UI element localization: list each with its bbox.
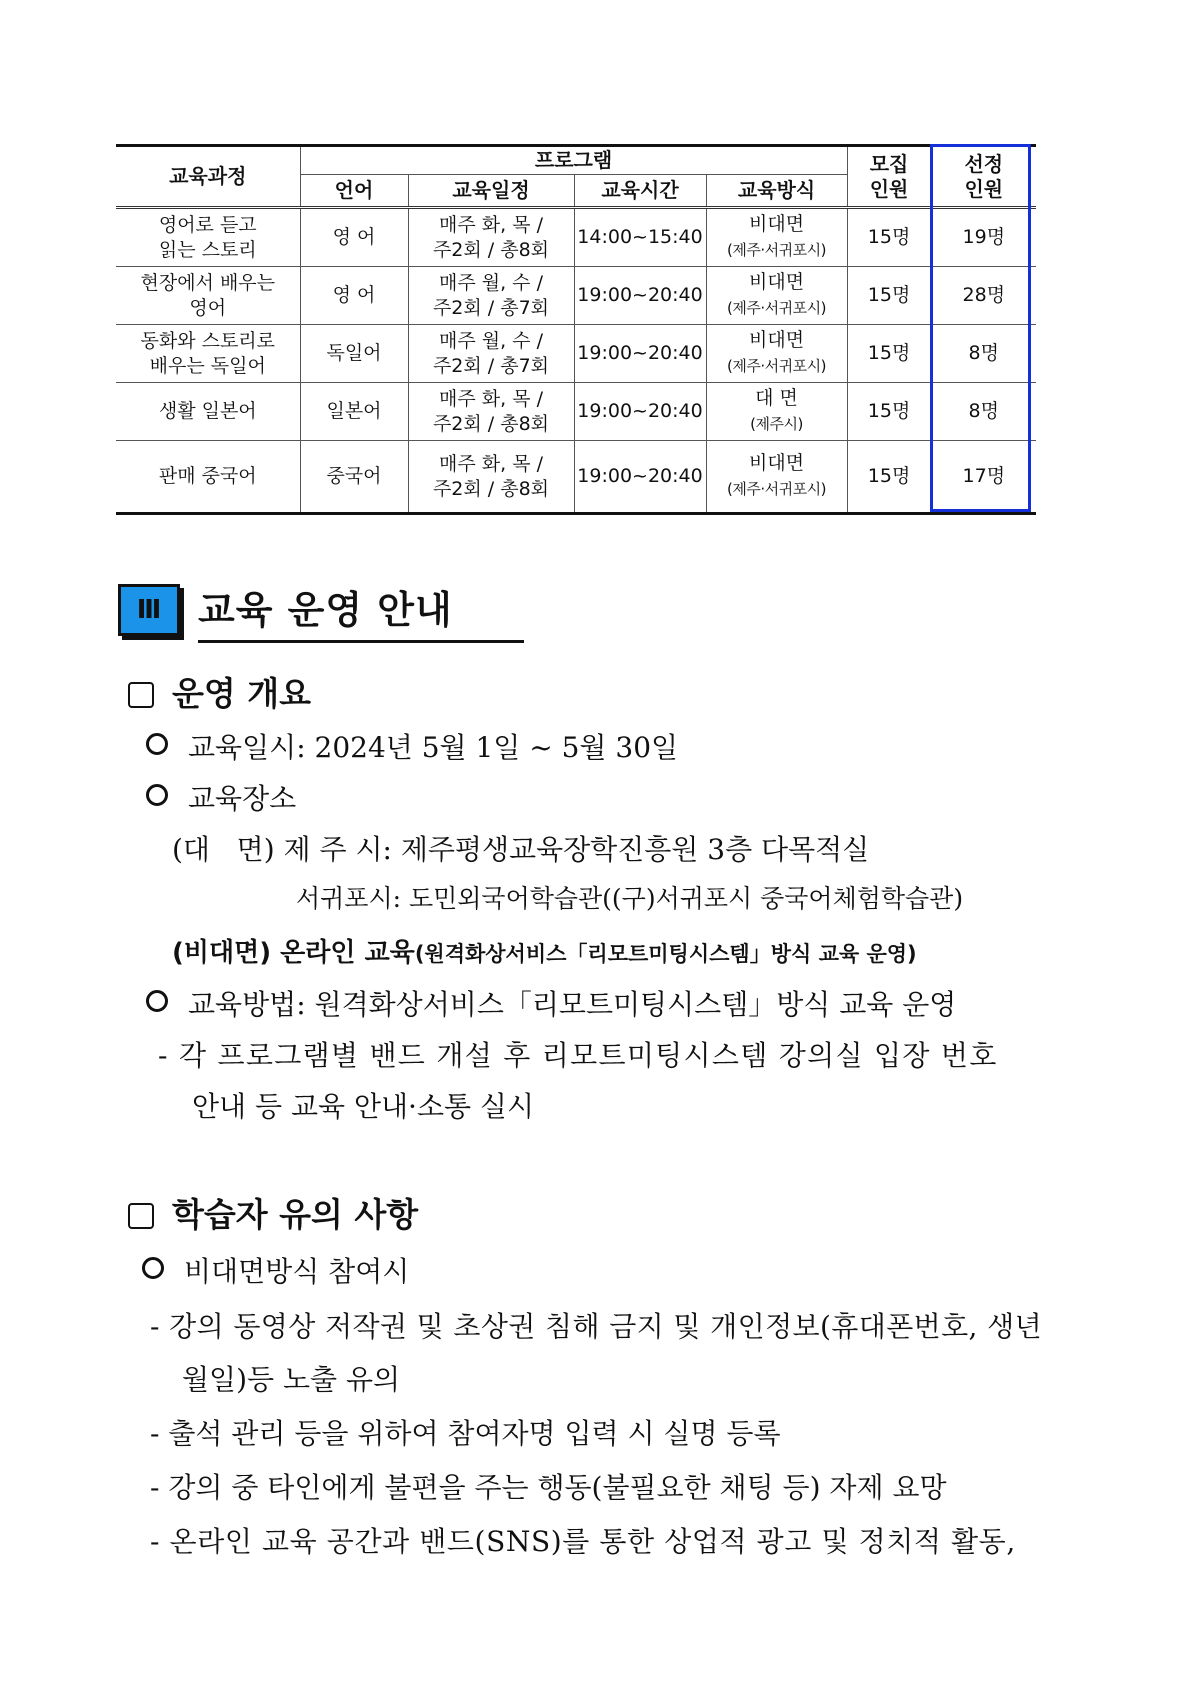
overview-method: 교육방법: 원격화상서비스「리모트미팅시스템」방식 교육 운영 [146,983,956,1023]
cell-recruit: 15명 [847,208,931,267]
program-table-wrapper [116,144,1036,512]
cell-method: 비대면 (제주·서귀포시) [706,208,847,267]
cell-selected: 8명 [931,325,1036,383]
header-course: 교육과정 [116,146,300,208]
cell-time: 14:00~15:40 [574,208,706,267]
header-recruit: 모집 인원 [847,146,931,208]
notes-item: - 출석 관리 등을 위하여 참여자명 입력 시 실명 등록 [150,1417,781,1450]
circle-bullet-icon [146,784,168,806]
cell-course: 생활 일본어 [116,383,300,441]
notes-item: - 온라인 교육 공간과 밴드(SNS)를 통한 상업적 광고 및 정치적 활동, [150,1525,1016,1558]
checkbox-square-icon [128,1203,154,1229]
checkbox-square-icon [128,682,154,708]
overview-date: 교육일시: 2024년 5월 1일 ~ 5월 30일 [146,726,678,766]
cell-selected: 28명 [931,267,1036,325]
cell-method: 비대면 (제주·서귀포시) [706,267,847,325]
cell-method: 비대면 (제주·서귀포시) [706,325,847,383]
header-program: 프로그램 [300,146,847,175]
cell-selected: 19명 [931,208,1036,267]
notes-item: - 강의 동영상 저작권 및 초상권 침해 금지 및 개인정보(휴대폰번호, 생년 [150,1310,1043,1343]
cell-time: 19:00~20:40 [574,325,706,383]
overview-heading: 운영 개요 [128,668,311,715]
cell-language: 중국어 [300,441,408,514]
method-detail-line-2: 안내 등 교육 안내·소통 실시 [192,1090,535,1123]
table-row [116,383,1036,441]
header-schedule: 교육일정 [408,175,574,208]
cell-course: 판매 중국어 [116,441,300,514]
notes-item: - 강의 중 타인에게 불편을 주는 행동(불필요한 채팅 등) 자제 요망 [150,1471,947,1504]
cell-recruit: 15명 [847,441,931,514]
cell-language: 영 어 [300,267,408,325]
cell-recruit: 15명 [847,267,931,325]
cell-time: 19:00~20:40 [574,383,706,441]
table-row [116,325,1036,383]
cell-language: 일본어 [300,383,408,441]
cell-time: 19:00~20:40 [574,441,706,514]
method-detail-line-1: - 각 프로그램별 밴드 개설 후 리모트미팅시스템 강의실 입장 번호 [158,1039,998,1072]
header-method: 교육방식 [706,175,847,208]
cell-schedule: 매주 화, 목 / 주2회 / 총8회 [408,441,574,514]
header-language: 언어 [300,175,408,208]
circle-bullet-icon [142,1257,164,1279]
cell-selected: 8명 [931,383,1036,441]
notes-item: 월일)등 노출 유의 [182,1363,401,1396]
cell-schedule: 매주 월, 수 / 주2회 / 총7회 [408,325,574,383]
cell-time: 19:00~20:40 [574,267,706,325]
place-offline-jeju: (대 면) 제 주 시: 제주평생교육장학진흥원 3층 다목적실 [172,833,870,866]
cell-method: 비대면 (제주·서귀포시) [706,441,847,514]
overview-place: 교육장소 [146,777,296,817]
cell-recruit: 15명 [847,325,931,383]
header-selected: 선정 인원 [931,146,1036,208]
table-row [116,208,1036,267]
cell-recruit: 15명 [847,383,931,441]
table-row [116,441,1036,514]
cell-course: 영어로 듣고 읽는 스토리 [116,208,300,267]
cell-selected: 17명 [931,441,1036,514]
cell-schedule: 매주 화, 목 / 주2회 / 총8회 [408,383,574,441]
circle-bullet-icon [146,733,168,755]
cell-course: 현장에서 배우는 영어 [116,267,300,325]
section-title: 교육 운영 안내 [198,582,524,643]
section-number-badge: Ⅲ [118,584,180,636]
header-time: 교육시간 [574,175,706,208]
cell-schedule: 매주 화, 목 / 주2회 / 총8회 [408,208,574,267]
cell-language: 독일어 [300,325,408,383]
notes-online: 비대면방식 참여시 [142,1250,409,1290]
notes-heading: 학습자 유의 사항 [128,1189,418,1236]
place-offline-seogwipo: 서귀포시: 도민외국어학습관((구)서귀포시 중국어체험학습관) [296,884,964,913]
cell-schedule: 매주 월, 수 / 주2회 / 총7회 [408,267,574,325]
table-row [116,267,1036,325]
cell-method: 대 면 (제주시) [706,383,847,441]
program-table [116,144,1036,515]
cell-language: 영 어 [300,208,408,267]
cell-course: 동화와 스토리로 배우는 독일어 [116,325,300,383]
circle-bullet-icon [146,990,168,1012]
place-online: (비대면) 온라인 교육(원격화상서비스「리모트미팅시스템」방식 교육 운영) [172,938,917,968]
